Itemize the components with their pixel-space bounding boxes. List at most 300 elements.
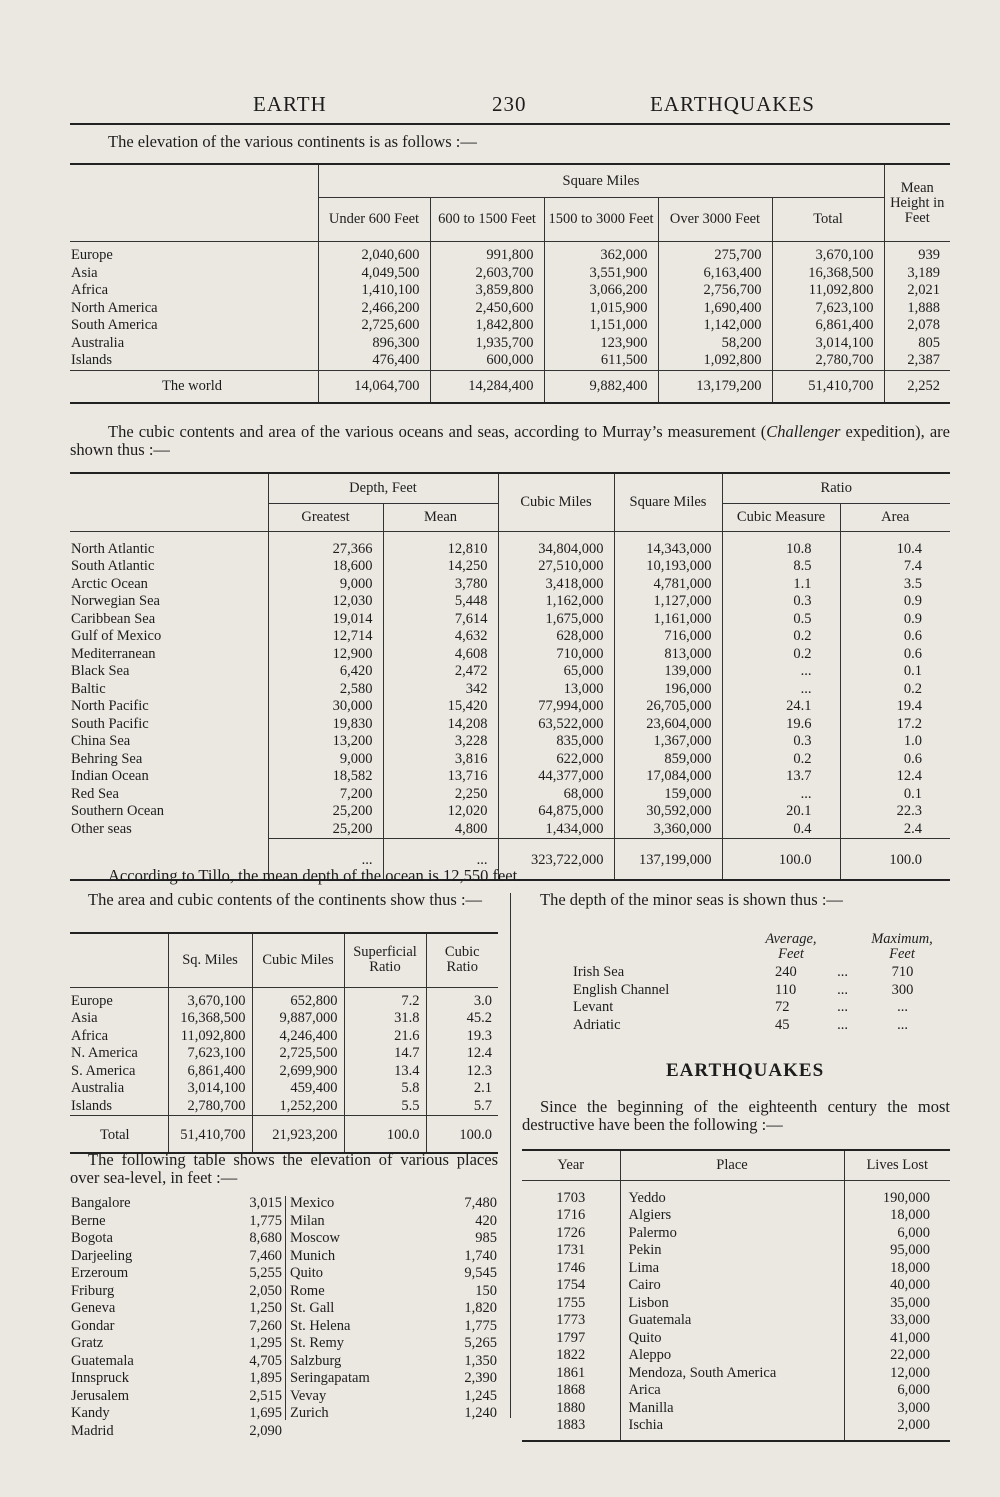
sea-maximum: ...: [897, 1016, 908, 1033]
col-mean-height: Mean Height in Feet: [884, 164, 950, 242]
cell-value: 6,861,400: [772, 317, 884, 335]
cell-value: 0.5: [722, 611, 840, 629]
cell-value: 9,000: [268, 576, 383, 594]
quake-place: Palermo: [620, 1225, 844, 1243]
place-elevation: 8,680: [249, 1230, 282, 1246]
cell-value: 11,092,800: [168, 1028, 252, 1046]
sea-sep: ...: [837, 999, 848, 1015]
cell-value: 652,800: [252, 987, 344, 1010]
ratio-header: Ratio: [722, 473, 950, 503]
table-row: [70, 803, 950, 821]
cell-value: 3,014,100: [168, 1080, 252, 1098]
column-divider: [510, 893, 511, 1418]
row-name: Islands: [71, 352, 113, 368]
table-row: [70, 1080, 498, 1098]
place-elevation: 7,260: [249, 1317, 282, 1334]
cell-value: 0.3: [722, 593, 840, 611]
cell-value: 44,377,000: [498, 768, 614, 786]
cell-value: 7.4: [840, 558, 950, 576]
list-item: [70, 1248, 284, 1266]
place-name: Mexico: [290, 1195, 335, 1211]
cell-value: 459,400: [252, 1080, 344, 1098]
continents-intro: The elevation of the various continents is as follows :—: [108, 132, 477, 151]
blank-header: [70, 473, 268, 531]
cell-value: 1,935,700: [430, 335, 544, 353]
table-row: [522, 1347, 950, 1365]
table-row: [70, 282, 950, 300]
header-rule: [70, 123, 950, 125]
total-value: 100.0: [840, 839, 950, 880]
cell-value: 7,623,100: [772, 300, 884, 318]
cell-value: 18,600: [268, 558, 383, 576]
cell-value: 30,000: [268, 698, 383, 716]
cell-value: 7,200: [268, 786, 383, 804]
sea-name: English Channel: [573, 981, 670, 998]
cell-value: 12,810: [383, 531, 498, 558]
cell-value: 13,716: [383, 768, 498, 786]
cell-value: 2,699,900: [252, 1063, 344, 1081]
cell-value: 19,830: [268, 716, 383, 734]
cell-value: 362,000: [544, 242, 658, 265]
cell-value: 19.6: [722, 716, 840, 734]
sea-maximum: 300: [891, 981, 914, 998]
place-name: Seringapatam: [290, 1370, 370, 1386]
earthquakes-intro: Since the beginning of the eighteenth century the most destructive have been the following :—: [522, 1097, 950, 1134]
list-item: [70, 1423, 284, 1441]
cell-value: 0.2: [840, 681, 950, 699]
cell-value: 991,800: [430, 242, 544, 265]
cell-value: 6,861,400: [168, 1063, 252, 1081]
cell-value: 15,420: [383, 698, 498, 716]
oceans-table: [70, 472, 950, 881]
col-total: Total: [772, 198, 884, 242]
col-place: Place: [620, 1150, 844, 1180]
place-name: Erzeroum: [71, 1265, 129, 1281]
row-name: South America: [71, 317, 158, 333]
table-row: [70, 335, 950, 353]
place-elevation: 9,545: [464, 1265, 497, 1281]
cell-value: 1,151,000: [544, 317, 658, 335]
running-head-left: EARTH: [253, 92, 327, 116]
total-value: ...: [268, 839, 383, 880]
quake-year: 1755: [556, 1294, 586, 1311]
sea-maximum: ...: [897, 999, 908, 1015]
cell-value: 19.4: [840, 698, 950, 716]
cell-value: 2,603,700: [430, 265, 544, 283]
cell-value: 0.1: [840, 786, 950, 804]
table-row: [70, 733, 950, 751]
cell-value: 813,000: [614, 646, 722, 664]
cell-value: 2,780,700: [168, 1098, 252, 1116]
cell-value: 6,420: [268, 663, 383, 681]
total-row: [70, 1116, 498, 1153]
cell-value: 12,900: [268, 646, 383, 664]
cell-value: 34,804,000: [498, 531, 614, 558]
sea-average: 240: [775, 964, 797, 980]
cell-value: 13,000: [498, 681, 614, 699]
col-mean: Mean: [383, 503, 498, 531]
cell-value: 10,193,000: [614, 558, 722, 576]
row-name: North America: [71, 299, 158, 316]
cell-value: 9,000: [268, 751, 383, 769]
quake-lives-lost: 12,000: [844, 1365, 950, 1383]
total-value: 14,064,700: [318, 370, 430, 403]
quake-year: 1746: [556, 1259, 586, 1276]
list-item: [70, 1300, 284, 1318]
quake-lives-lost: 2,000: [844, 1417, 950, 1441]
col-cubic-miles: Cubic Miles: [252, 933, 344, 987]
cell-value: 3,780: [383, 576, 498, 594]
cell-value: 3,360,000: [614, 821, 722, 839]
quake-lives-lost: 6,000: [844, 1225, 950, 1243]
quake-year: 1861: [556, 1364, 586, 1381]
table-row: [522, 1277, 950, 1295]
cell-value: 25,200: [268, 803, 383, 821]
quake-place: Algiers: [620, 1207, 844, 1225]
cell-value: 25,200: [268, 821, 383, 839]
table-row: [70, 558, 950, 576]
place-elevation: 1,820: [464, 1300, 497, 1316]
cell-value: 7.2: [344, 987, 426, 1010]
cell-value: 2,387: [884, 352, 950, 370]
cell-value: 13,200: [268, 733, 383, 751]
place-name: Milan: [290, 1212, 325, 1229]
row-name: Asia: [71, 1010, 98, 1026]
table-row: [572, 999, 944, 1017]
row-name: Caribbean Sea: [71, 610, 156, 627]
cell-value: 12,714: [268, 628, 383, 646]
total-value: 21,923,200: [252, 1116, 344, 1153]
place-elevation: 150: [475, 1282, 497, 1299]
cell-value: 12,030: [268, 593, 383, 611]
place-name: Friburg: [71, 1282, 115, 1299]
total-value: 13,179,200: [658, 370, 772, 403]
table-row: [70, 611, 950, 629]
cell-value: 3,816: [383, 751, 498, 769]
cell-value: 2,580: [268, 681, 383, 699]
col-year: Year: [522, 1150, 620, 1180]
place-name: Gondar: [71, 1317, 115, 1334]
cell-value: 476,400: [318, 352, 430, 370]
list-item: [289, 1353, 499, 1371]
row-name: North Atlantic: [71, 540, 155, 557]
cell-value: 3.0: [426, 987, 498, 1010]
area-cubic-intro: The area and cubic contents of the continents show thus :—: [88, 890, 483, 909]
cell-value: 65,000: [498, 663, 614, 681]
cell-value: 3.5: [840, 576, 950, 594]
cell-value: 4,608: [383, 646, 498, 664]
cell-value: 2.1: [426, 1080, 498, 1098]
cell-value: 275,700: [658, 242, 772, 265]
blank-header: [70, 164, 318, 242]
row-name: South Atlantic: [71, 558, 155, 574]
cell-value: 1,092,800: [658, 352, 772, 370]
list-item: [70, 1213, 284, 1231]
sea-maximum: 710: [891, 964, 914, 980]
place-elevation: 2,050: [249, 1282, 282, 1299]
cell-value: ...: [722, 786, 840, 804]
list-item: [289, 1283, 499, 1301]
table-row: [70, 531, 950, 558]
quake-place: Guatemala: [620, 1312, 844, 1330]
quake-lives-lost: 6,000: [844, 1382, 950, 1400]
cell-value: 139,000: [614, 663, 722, 681]
place-name: Munich: [290, 1247, 336, 1264]
quake-place: Lisbon: [620, 1295, 844, 1313]
cell-value: 0.3: [722, 733, 840, 751]
place-name: Jerusalem: [71, 1387, 129, 1404]
table-row: [572, 964, 944, 982]
cell-value: 4,049,500: [318, 265, 430, 283]
cell-value: 64,875,000: [498, 803, 614, 821]
table-row: [70, 663, 950, 681]
cell-value: 0.2: [722, 751, 840, 769]
table-row: [522, 1382, 950, 1400]
place-elevation: 2,090: [249, 1422, 282, 1439]
cell-value: 10.8: [722, 531, 840, 558]
continents-elevation-table: [70, 163, 950, 404]
place-name: Kandy: [71, 1405, 110, 1421]
table-row: [70, 265, 950, 283]
place-name: Vevay: [290, 1387, 327, 1404]
place-name: Moscow: [290, 1230, 340, 1246]
cell-value: 4,800: [383, 821, 498, 839]
tillo-statement: According to Tillo, the mean depth of the ocean is 12,550 feet.: [108, 866, 522, 885]
quake-place: Lima: [620, 1260, 844, 1278]
row-name: Indian Ocean: [71, 768, 149, 784]
cell-value: 16,368,500: [168, 1010, 252, 1028]
cell-value: 7,614: [383, 611, 498, 629]
cell-value: 27,366: [268, 531, 383, 558]
place-elevation: 1,775: [464, 1317, 497, 1334]
list-item: [70, 1318, 284, 1336]
place-name: Bangalore: [71, 1195, 131, 1211]
quake-lives-lost: 3,000: [844, 1400, 950, 1418]
cell-value: 6,163,400: [658, 265, 772, 283]
cell-value: 18,582: [268, 768, 383, 786]
row-name: S. America: [71, 1062, 136, 1079]
total-value: 9,882,400: [544, 370, 658, 403]
place-elevation: 1,240: [464, 1405, 497, 1421]
place-name: Darjeeling: [71, 1247, 133, 1264]
cell-value: 196,000: [614, 681, 722, 699]
place-name: Zurich: [290, 1405, 329, 1421]
cell-value: 835,000: [498, 733, 614, 751]
cell-value: 22.3: [840, 803, 950, 821]
earthquakes-title: EARTHQUAKES: [666, 1060, 825, 1081]
place-elevation: 1,250: [249, 1300, 282, 1316]
place-elevation: 3,015: [249, 1195, 282, 1211]
page-number: 230: [492, 92, 527, 116]
row-name: Baltic: [71, 680, 106, 697]
cell-value: 14.7: [344, 1045, 426, 1063]
row-name: Mediterranean: [71, 645, 156, 662]
cell-value: 5.8: [344, 1080, 426, 1098]
place-name: Innspruck: [71, 1370, 129, 1386]
cell-value: 12.4: [426, 1045, 498, 1063]
col-600-1500: 600 to 1500 Feet: [430, 198, 544, 242]
cell-value: 8.5: [722, 558, 840, 576]
cell-value: 23,604,000: [614, 716, 722, 734]
cell-value: 12,020: [383, 803, 498, 821]
quake-lives-lost: 35,000: [844, 1295, 950, 1313]
place-name: Geneva: [71, 1300, 116, 1316]
table-row: [522, 1242, 950, 1260]
cell-value: 24.1: [722, 698, 840, 716]
row-name: Other seas: [71, 820, 132, 837]
quake-year: 1880: [556, 1399, 586, 1416]
table-row: [70, 628, 950, 646]
table-row: [70, 786, 950, 804]
list-item: [70, 1195, 284, 1213]
area-cubic-table: [70, 932, 498, 1154]
minor-seas-intro: The depth of the minor seas is shown thus :—: [540, 890, 843, 909]
cell-value: 2.4: [840, 821, 950, 839]
row-name: Africa: [71, 282, 109, 298]
quake-place: Quito: [620, 1330, 844, 1348]
quake-place: Arica: [620, 1382, 844, 1400]
sea-average: 72: [775, 999, 790, 1015]
table-row: [70, 242, 950, 265]
row-name: Norwegian Sea: [71, 593, 160, 609]
quake-year: 1726: [556, 1224, 586, 1241]
table-row: [572, 1017, 944, 1035]
list-item: [70, 1265, 284, 1283]
cell-value: 77,994,000: [498, 698, 614, 716]
square-miles-header: Square Miles: [318, 164, 884, 198]
list-item: [289, 1195, 499, 1213]
cell-value: 3,551,900: [544, 265, 658, 283]
place-name: Berne: [71, 1212, 106, 1229]
total-value: 323,722,000: [498, 839, 614, 880]
quake-year: 1868: [556, 1382, 586, 1398]
place-elevation: 1,695: [249, 1405, 282, 1421]
row-name: Australia: [71, 1080, 125, 1096]
place-elevation: 985: [475, 1230, 497, 1246]
table-row: [70, 576, 950, 594]
place-elevation: 7,460: [249, 1247, 282, 1264]
table-row: [522, 1365, 950, 1383]
list-item: [70, 1405, 284, 1423]
cell-value: 2,725,600: [318, 317, 430, 335]
place-elevation: 5,255: [249, 1265, 282, 1281]
quake-year: 1731: [556, 1242, 586, 1258]
table-row: [572, 982, 944, 1000]
sea-average: 45: [775, 1016, 790, 1033]
row-name: Europe: [71, 247, 113, 263]
cell-value: 2,756,700: [658, 282, 772, 300]
cell-value: 0.9: [840, 593, 950, 611]
cell-value: 611,500: [544, 352, 658, 370]
row-name: China Sea: [71, 733, 131, 749]
cell-value: 3,066,200: [544, 282, 658, 300]
row-name: Southern Ocean: [71, 803, 165, 819]
running-head-right: EARTHQUAKES: [650, 92, 815, 116]
places-divider: [285, 1196, 286, 1420]
cell-value: 27,510,000: [498, 558, 614, 576]
place-name: Bogota: [71, 1230, 113, 1246]
quake-place: Mendoza, South America: [620, 1365, 844, 1383]
cell-value: 3,418,000: [498, 576, 614, 594]
cell-value: 1,410,100: [318, 282, 430, 300]
list-item: [289, 1318, 499, 1336]
cell-value: 159,000: [614, 786, 722, 804]
cell-value: 5.5: [344, 1098, 426, 1116]
cell-value: 7,623,100: [168, 1045, 252, 1063]
place-elevation: 2,515: [249, 1387, 282, 1404]
total-label: The world: [70, 370, 318, 403]
col-over-3000: Over 3000 Feet: [658, 198, 772, 242]
list-item: [289, 1388, 499, 1406]
quake-year: 1822: [556, 1347, 586, 1363]
quake-year: 1754: [556, 1277, 586, 1293]
cell-value: 3,228: [383, 733, 498, 751]
list-item: [70, 1370, 284, 1388]
cell-value: 31.8: [344, 1010, 426, 1028]
cell-value: 622,000: [498, 751, 614, 769]
quake-lives-lost: 40,000: [844, 1277, 950, 1295]
cell-value: 2,078: [884, 317, 950, 335]
cell-value: 0.6: [840, 646, 950, 664]
list-item: [289, 1248, 499, 1266]
table-row: [70, 751, 950, 769]
cell-value: 5,448: [383, 593, 498, 611]
quake-year: 1703: [556, 1189, 586, 1206]
list-item: [70, 1388, 284, 1406]
cell-value: 1,161,000: [614, 611, 722, 629]
total-value: 2,252: [884, 370, 950, 403]
cell-value: 12.3: [426, 1063, 498, 1081]
cell-value: 1,162,000: [498, 593, 614, 611]
sea-sep: ...: [837, 981, 848, 998]
place-name: Quito: [290, 1265, 324, 1281]
col-cubic-ratio: Cubic Ratio: [426, 933, 498, 987]
cell-value: 3,670,100: [168, 987, 252, 1010]
cell-value: 1,675,000: [498, 611, 614, 629]
total-value: ...: [383, 839, 498, 880]
quake-lives-lost: 41,000: [844, 1330, 950, 1348]
total-value: 100.0: [722, 839, 840, 880]
cell-value: 19,014: [268, 611, 383, 629]
total-value: 14,284,400: [430, 370, 544, 403]
quake-year: 1773: [556, 1312, 586, 1328]
total-value: 137,199,000: [614, 839, 722, 880]
cell-value: 16,368,500: [772, 265, 884, 283]
quake-place: Pekin: [620, 1242, 844, 1260]
table-row: [522, 1207, 950, 1225]
minor-seas-table: [572, 930, 944, 1034]
sea-sep: ...: [837, 1016, 848, 1033]
cell-value: 0.2: [722, 646, 840, 664]
list-item: [70, 1353, 284, 1371]
col-under-600: Under 600 Feet: [318, 198, 430, 242]
place-name: St. Helena: [290, 1317, 351, 1334]
quake-year: 1883: [522, 1417, 620, 1441]
row-name: Europe: [71, 992, 113, 1009]
cell-value: 2,725,500: [252, 1045, 344, 1063]
cell-value: 19.3: [426, 1028, 498, 1046]
col-average: Average, Feet: [765, 931, 817, 962]
quake-place: Manilla: [620, 1400, 844, 1418]
cell-value: 1,690,400: [658, 300, 772, 318]
row-name: Red Sea: [71, 785, 119, 802]
cell-value: 0.1: [840, 663, 950, 681]
total-value: 51,410,700: [772, 370, 884, 403]
quake-lives-lost: 190,000: [844, 1180, 950, 1207]
place-name: Madrid: [71, 1422, 114, 1439]
cell-value: 12.4: [840, 768, 950, 786]
table-row: [522, 1400, 950, 1418]
